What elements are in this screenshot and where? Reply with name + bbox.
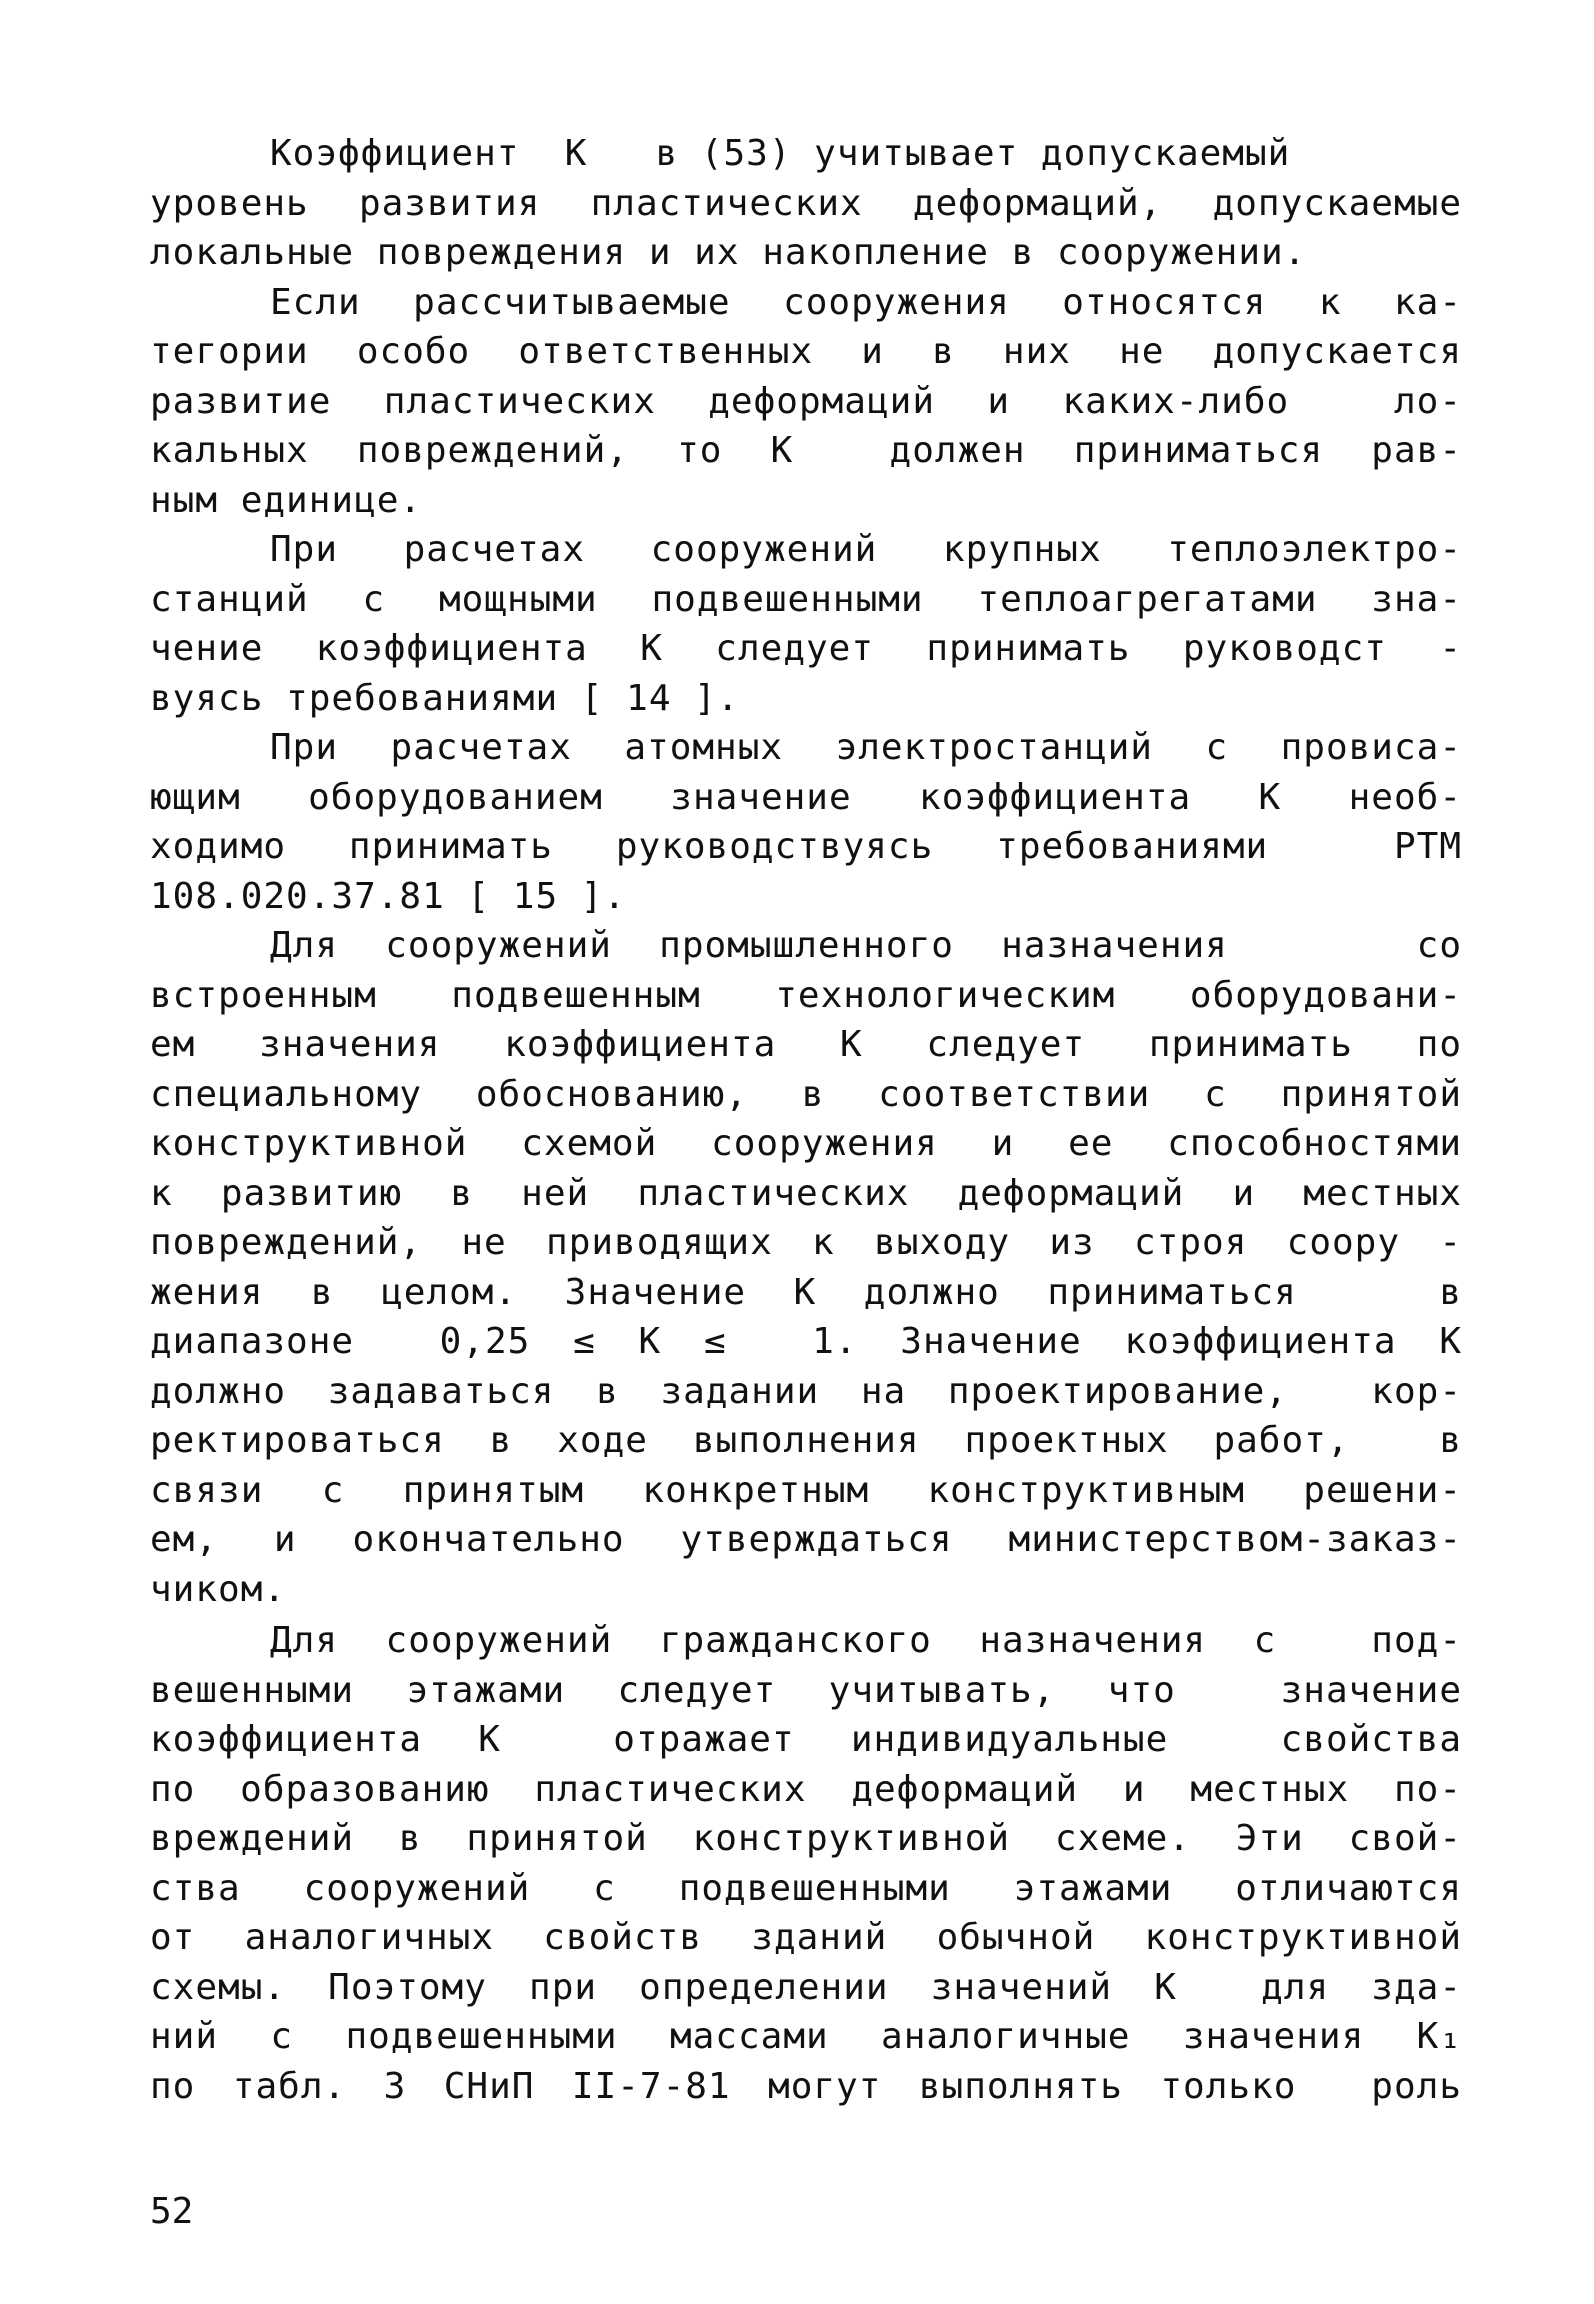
text-line: ным единице. [150, 480, 423, 521]
text-line: развитие пластических деформаций и каких-либо ло- [150, 381, 1462, 422]
text-line: ства сооружений с подвешенными этажами отличаются [150, 1868, 1462, 1909]
text-line: вреждений в принятой конструктивной схеме. Эти свой- [150, 1818, 1462, 1859]
text-line: локальные повреждения и их накопление в сооружении. [150, 232, 1307, 273]
text-line: Для сооружений промышленного назначения со [270, 925, 1462, 966]
text-line: схемы. Поэтому при определении значений K для зда- [150, 1967, 1462, 2008]
text-line: связи с принятым конкретным конструктивным решени- [150, 1470, 1462, 1511]
text-line: конструктивной схемой сооружения и ее способностями [150, 1123, 1462, 1164]
text-line: При расчетах атомных электростанций с провиса- [270, 727, 1462, 768]
text-line: вуясь требованиями [ 14 ]. [150, 678, 740, 719]
text-line: повреждений, не приводящих к выходу из строя соору - [150, 1222, 1462, 1263]
text-line: При расчетах сооружений крупных теплоэлектро- [270, 529, 1462, 570]
text-line: вешенными этажами следует учитывать, что значение [150, 1670, 1462, 1711]
text-line: диапазоне 0,25 ≤ K ≤ 1. Значение коэффициента K [150, 1321, 1462, 1362]
text-line: тегории особо ответственных и в них не допускается [150, 331, 1462, 372]
text-line: чиком. [150, 1569, 287, 1610]
text-line: Для сооружений гражданского назначения с под- [270, 1620, 1462, 1661]
text-line: коэффициента K отражает индивидуальные свойства [150, 1719, 1462, 1760]
text-line: по табл. 3 СНиП II-7-81 могут выполнять только роль [150, 2066, 1462, 2107]
text-line: от аналогичных свойств зданий обычной конструктивной [150, 1917, 1462, 1958]
text-line: ем значения коэффициента K следует принимать по [150, 1024, 1462, 1065]
text-line: станций с мощными подвешенными теплоагрегатами зна- [150, 579, 1462, 620]
text-line: Коэффициент K в (53) учитывает допускаемый [270, 133, 1291, 174]
text-line: по образованию пластических деформаций и местных по- [150, 1769, 1462, 1810]
text-line: жения в целом. Значение K должно приниматься в [150, 1272, 1462, 1313]
text-line: кальных повреждений, то K должен приниматься рав- [150, 430, 1462, 471]
page-number: 52 [150, 2191, 194, 2232]
text-line: 108.020.37.81 [ 15 ]. [150, 876, 627, 917]
text-line: специальному обоснованию, в соответствии с принятой [150, 1074, 1462, 1115]
text-line: ректироваться в ходе выполнения проектных работ, в [150, 1420, 1462, 1461]
text-line: должно задаваться в задании на проектирование, кор- [150, 1371, 1462, 1412]
text-line: чение коэффициента K следует принимать руководст - [150, 628, 1462, 669]
text-line: ющим оборудованием значение коэффициента K необ- [150, 777, 1462, 818]
text-line: встроенным подвешенным технологическим оборудовани- [150, 975, 1462, 1016]
text-line: ем, и окончательно утверждаться министерством-заказ- [150, 1519, 1462, 1560]
text-line: ний с подвешенными массами аналогичные значения K₁ [150, 2016, 1462, 2057]
text-line: ходимо принимать руководствуясь требованиями РТМ [150, 826, 1462, 867]
text-line: к развитию в ней пластических деформаций и местных [150, 1173, 1462, 1214]
text-line: Если рассчитываемые сооружения относятся к ка- [270, 282, 1462, 323]
text-line: уровень развития пластических деформаций, допускаемые [150, 183, 1462, 224]
